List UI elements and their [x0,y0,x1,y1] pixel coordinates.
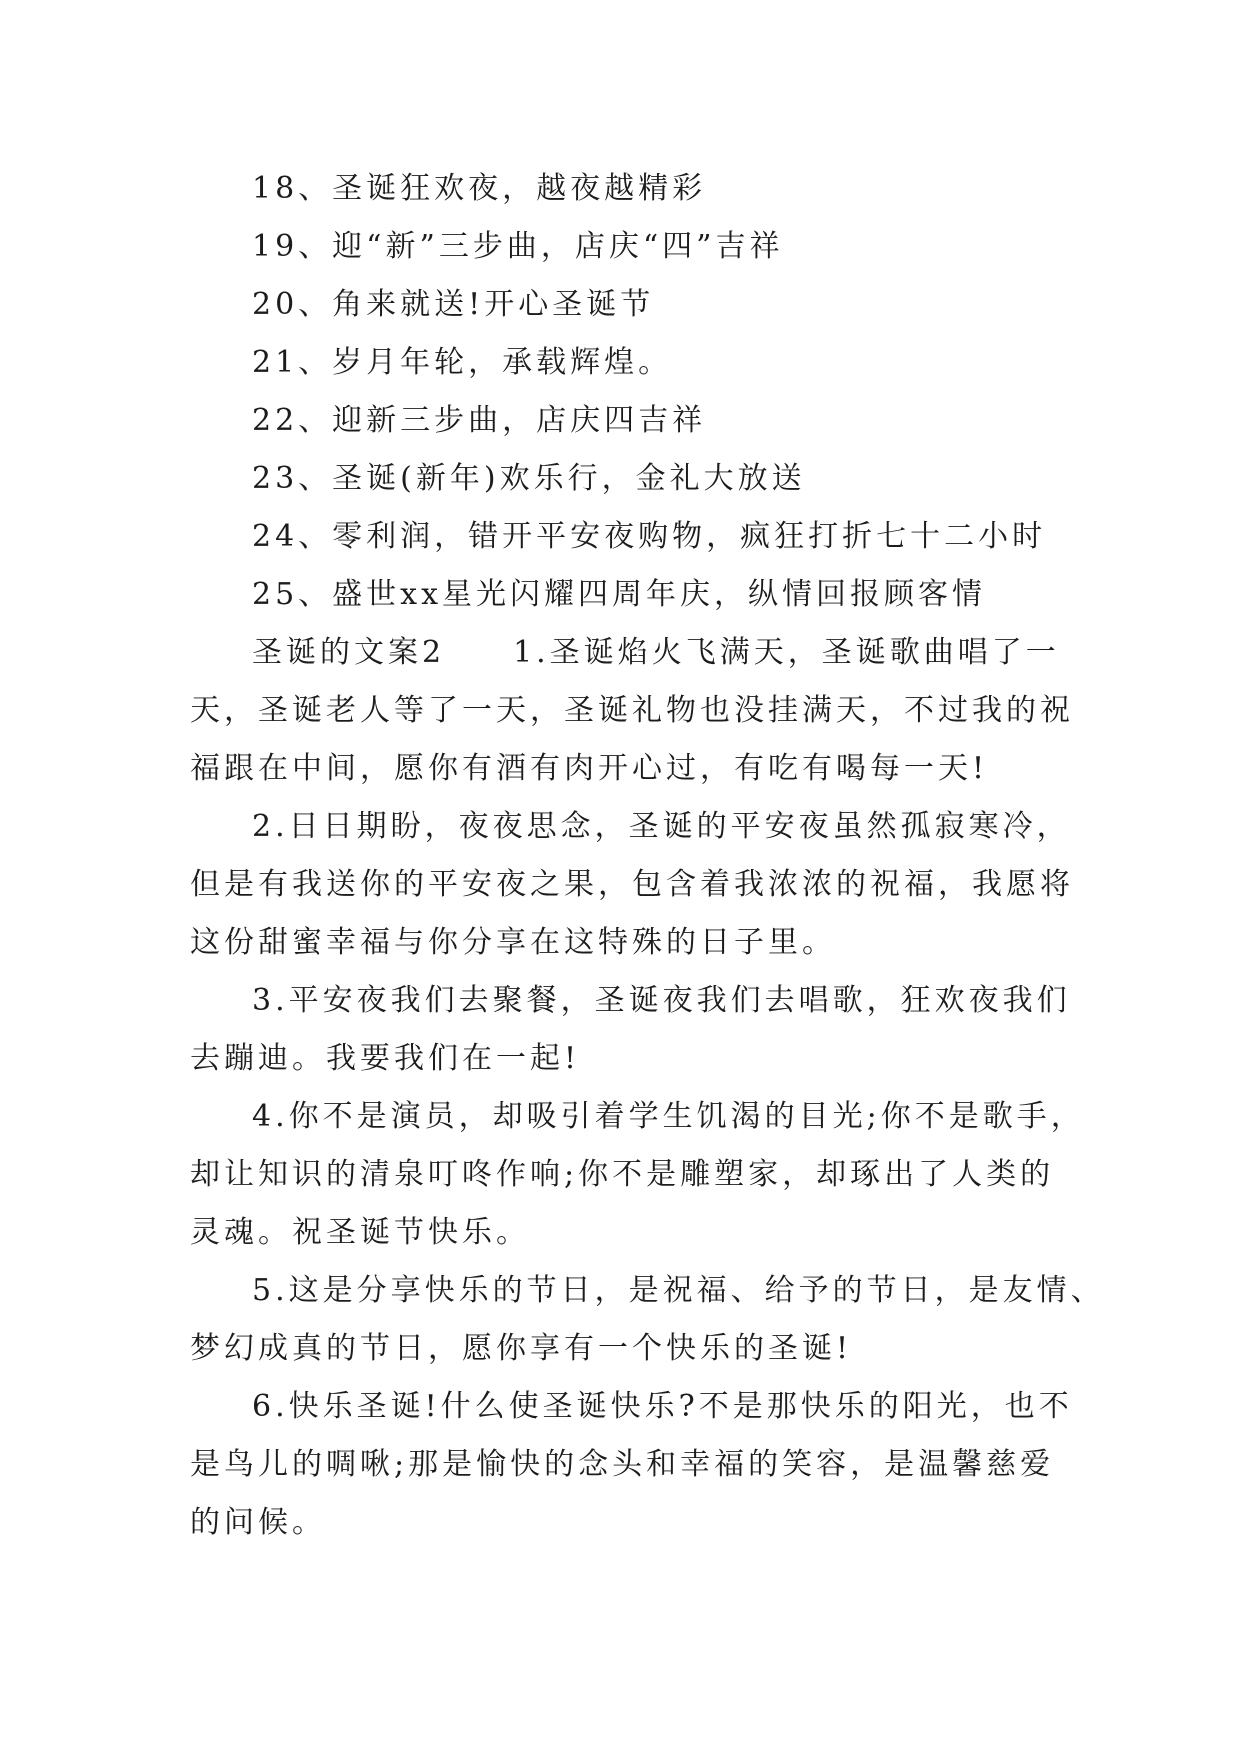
paragraph-line: 是鸟儿的啁啾;那是愉快的念头和幸福的笑容，是温馨慈爱 [190,1447,1055,1482]
paragraph-line: 灵魂。祝圣诞节快乐。 [190,1215,530,1250]
list-item: 22、迎新三步曲，店庆四吉祥 [252,403,707,438]
slogan-list [190,160,1070,624]
paragraph [190,1088,1085,1262]
paragraph-line: 但是有我送你的平安夜之果，包含着我浓浓的祝福，我愿将 [190,867,1074,902]
paragraph-line: 这份甜蜜幸福与你分享在这特殊的日子里。 [190,925,836,960]
paragraph-line: 2.日日期盼，夜夜思念，圣诞的平安夜虽然孤寂寒冷， [252,809,1071,844]
paragraph-line: 圣诞的文案2 1.圣诞焰火飞满天，圣诞歌曲唱了一 [252,635,1060,670]
paragraph [190,624,1074,798]
paragraph-line: 的问候。 [190,1505,326,1540]
list-item: 25、盛世xx星光闪耀四周年庆，纵情回报顾客情 [252,577,987,612]
paragraph-line: 福跟在中间，愿你有酒有肉开心过，有吃有喝每一天! [190,751,989,786]
list-item: 20、角来就送!开心圣诞节 [252,287,655,322]
paragraph-line: 3.平安夜我们去聚餐，圣诞夜我们去唱歌，狂欢夜我们 [252,983,1071,1018]
list-item: 24、零利润，错开平安夜购物，疯狂打折七十二小时 [252,519,1047,554]
paragraph [190,1378,1073,1552]
paragraph-line: 却让知识的清泉叮咚作响;你不是雕塑家，却琢出了人类的 [190,1157,1055,1192]
list-item: 18、圣诞狂欢夜，越夜越精彩 [252,171,707,206]
paragraph-line: 去蹦迪。我要我们在一起! [190,1041,581,1076]
paragraph [190,972,1070,1088]
document-body [190,160,1105,1552]
list-item: 19、迎“新”三步曲，店庆“四”吉祥 [252,229,784,264]
list-item: 21、岁月年轮，承载辉煌。 [252,345,673,380]
paragraph-line: 天，圣诞老人等了一天，圣诞礼物也没挂满天，不过我的祝 [190,693,1074,728]
paragraph-line: 4.你不是演员，却吸引着学生饥渴的目光;你不是歌手， [252,1099,1085,1134]
list-item: 23、圣诞(新年)欢乐行，金礼大放送 [252,461,806,496]
paragraph-line: 5.这是分享快乐的节日，是祝福、给予的节日，是友情、 [252,1273,1105,1308]
paragraph-line: 6.快乐圣诞!什么使圣诞快乐?不是那快乐的阳光，也不 [252,1389,1073,1424]
paragraph [190,1262,1105,1378]
paragraph-line: 梦幻成真的节日，愿你享有一个快乐的圣诞! [190,1331,853,1366]
paragraph [190,798,1074,972]
